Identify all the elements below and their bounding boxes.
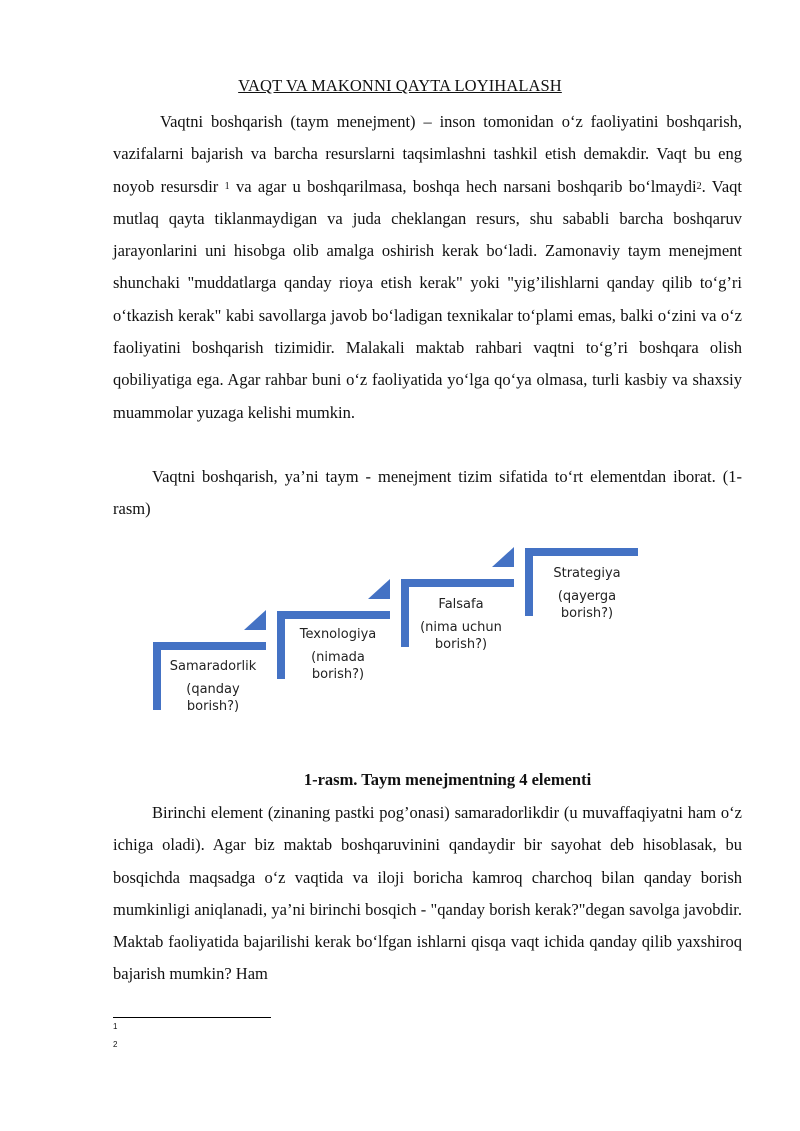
paragraph-first-element: Birinchi element (zinaning pastki pog’onasi) samaradorlikdir (u muvaffaqiyatni ham o‘z ichiga oladi). Agar biz maktab boshqaruvinini qandaydir bir sayohat deb hisoblasak, bu bosqichda maqsadga o‘z vaqtida va iloji boricha kamroq charchoq bilan qanday borish mumkinligi aniqlanadi, ya’ni birinchi bosqich - "qanday borish kerak?"degan savolga javobdir. Maktab faoliyatida bajarilishi kerak bo‘lfgan ishlarni qisqa vaqt ichida qanday qilib yaxshiroq bajarish mumkin? Ham: [113, 803, 742, 984]
footnote-divider: [113, 1017, 271, 1018]
paragraph-intro-part1: Vaqtni boshqarish (taym menejment) – inson tomonidan o‘z faoliyatini boshqarish, vazifalarni bajarish va barcha resurslarni taqsimlashni tashkil etish demakdir. Vaqt bu eng noyob resursdir: [113, 112, 742, 196]
footnote-ref-2[interactable]: 2: [696, 180, 702, 192]
step-question: (nimada borish?): [311, 650, 365, 682]
step-title: Texnologiya: [299, 627, 377, 642]
step-question: (qayerga borish?): [557, 589, 617, 621]
paragraph-elements: Vaqtni boshqarish, ya’ni taym - menejment tizim sifatida to‘rt elementdan iborat. (1-rasm): [113, 467, 742, 519]
step-title: Strategiya: [553, 566, 621, 581]
step-question: (qanday borish?): [186, 682, 240, 714]
step-title: Samaradorlik: [169, 659, 257, 674]
step-tab-samaradorlik: [244, 610, 266, 630]
step-falsafa: [411, 596, 511, 653]
step-strategiya: [537, 565, 637, 622]
step-tab-falsafa: [492, 547, 514, 567]
step-title: Falsafa: [438, 597, 484, 612]
footnote-1: 1: [113, 1022, 118, 1031]
paragraph-intro: [113, 106, 742, 429]
footnote-2: 2: [113, 1040, 118, 1049]
figure-caption: 1-rasm. Taym menejmentning 4 elementi: [303, 770, 592, 789]
paragraph-intro-part2: va agar u boshqarilmasa, boshqa hech narsani boshqarib bo‘lmaydi: [229, 176, 697, 196]
paragraph-intro-part3: . Vaqt mutlaq qayta tiklanmaydigan va juda cheklangan resurs, shu sababli barcha boshqaruv jarayonlarini uni hisobga olib amalga oshirish kerak bo‘ladi. Zamonaviy taym menejment shunchaki "muddatlarga qanday rioya etish kerak" yoki "yig’ilishlarni qanday qilib to‘g’ri o‘tkazish kerak" kabi savollarga javob bo‘ladigan texnikalar to‘plami emas, balki o‘zini va o‘z faoliyatini boshqarish tizimidir. Malakali maktab rahbari vaqtni to‘g’ri boshqara olish qobiliyatiga ega. Agar rahbar buni o‘z faoliyatida yo‘lga qo‘ya olmasa, turli kasbiy va shaxsiy muammolar yuzaga kelishi mumkin.: [113, 176, 742, 422]
step-samaradorlik: [163, 658, 263, 715]
step-tab-texnologiya: [368, 579, 390, 599]
step-question: (nima uchun borish?): [420, 620, 502, 652]
document-title: VAQT VA MAKONNI QAYTA LOYIHALASH: [238, 76, 562, 95]
step-texnologiya: [288, 626, 388, 683]
footnote-ref-1[interactable]: 1: [224, 180, 230, 192]
staircase-diagram: [0, 540, 800, 720]
staircase-graphic: [0, 540, 800, 720]
